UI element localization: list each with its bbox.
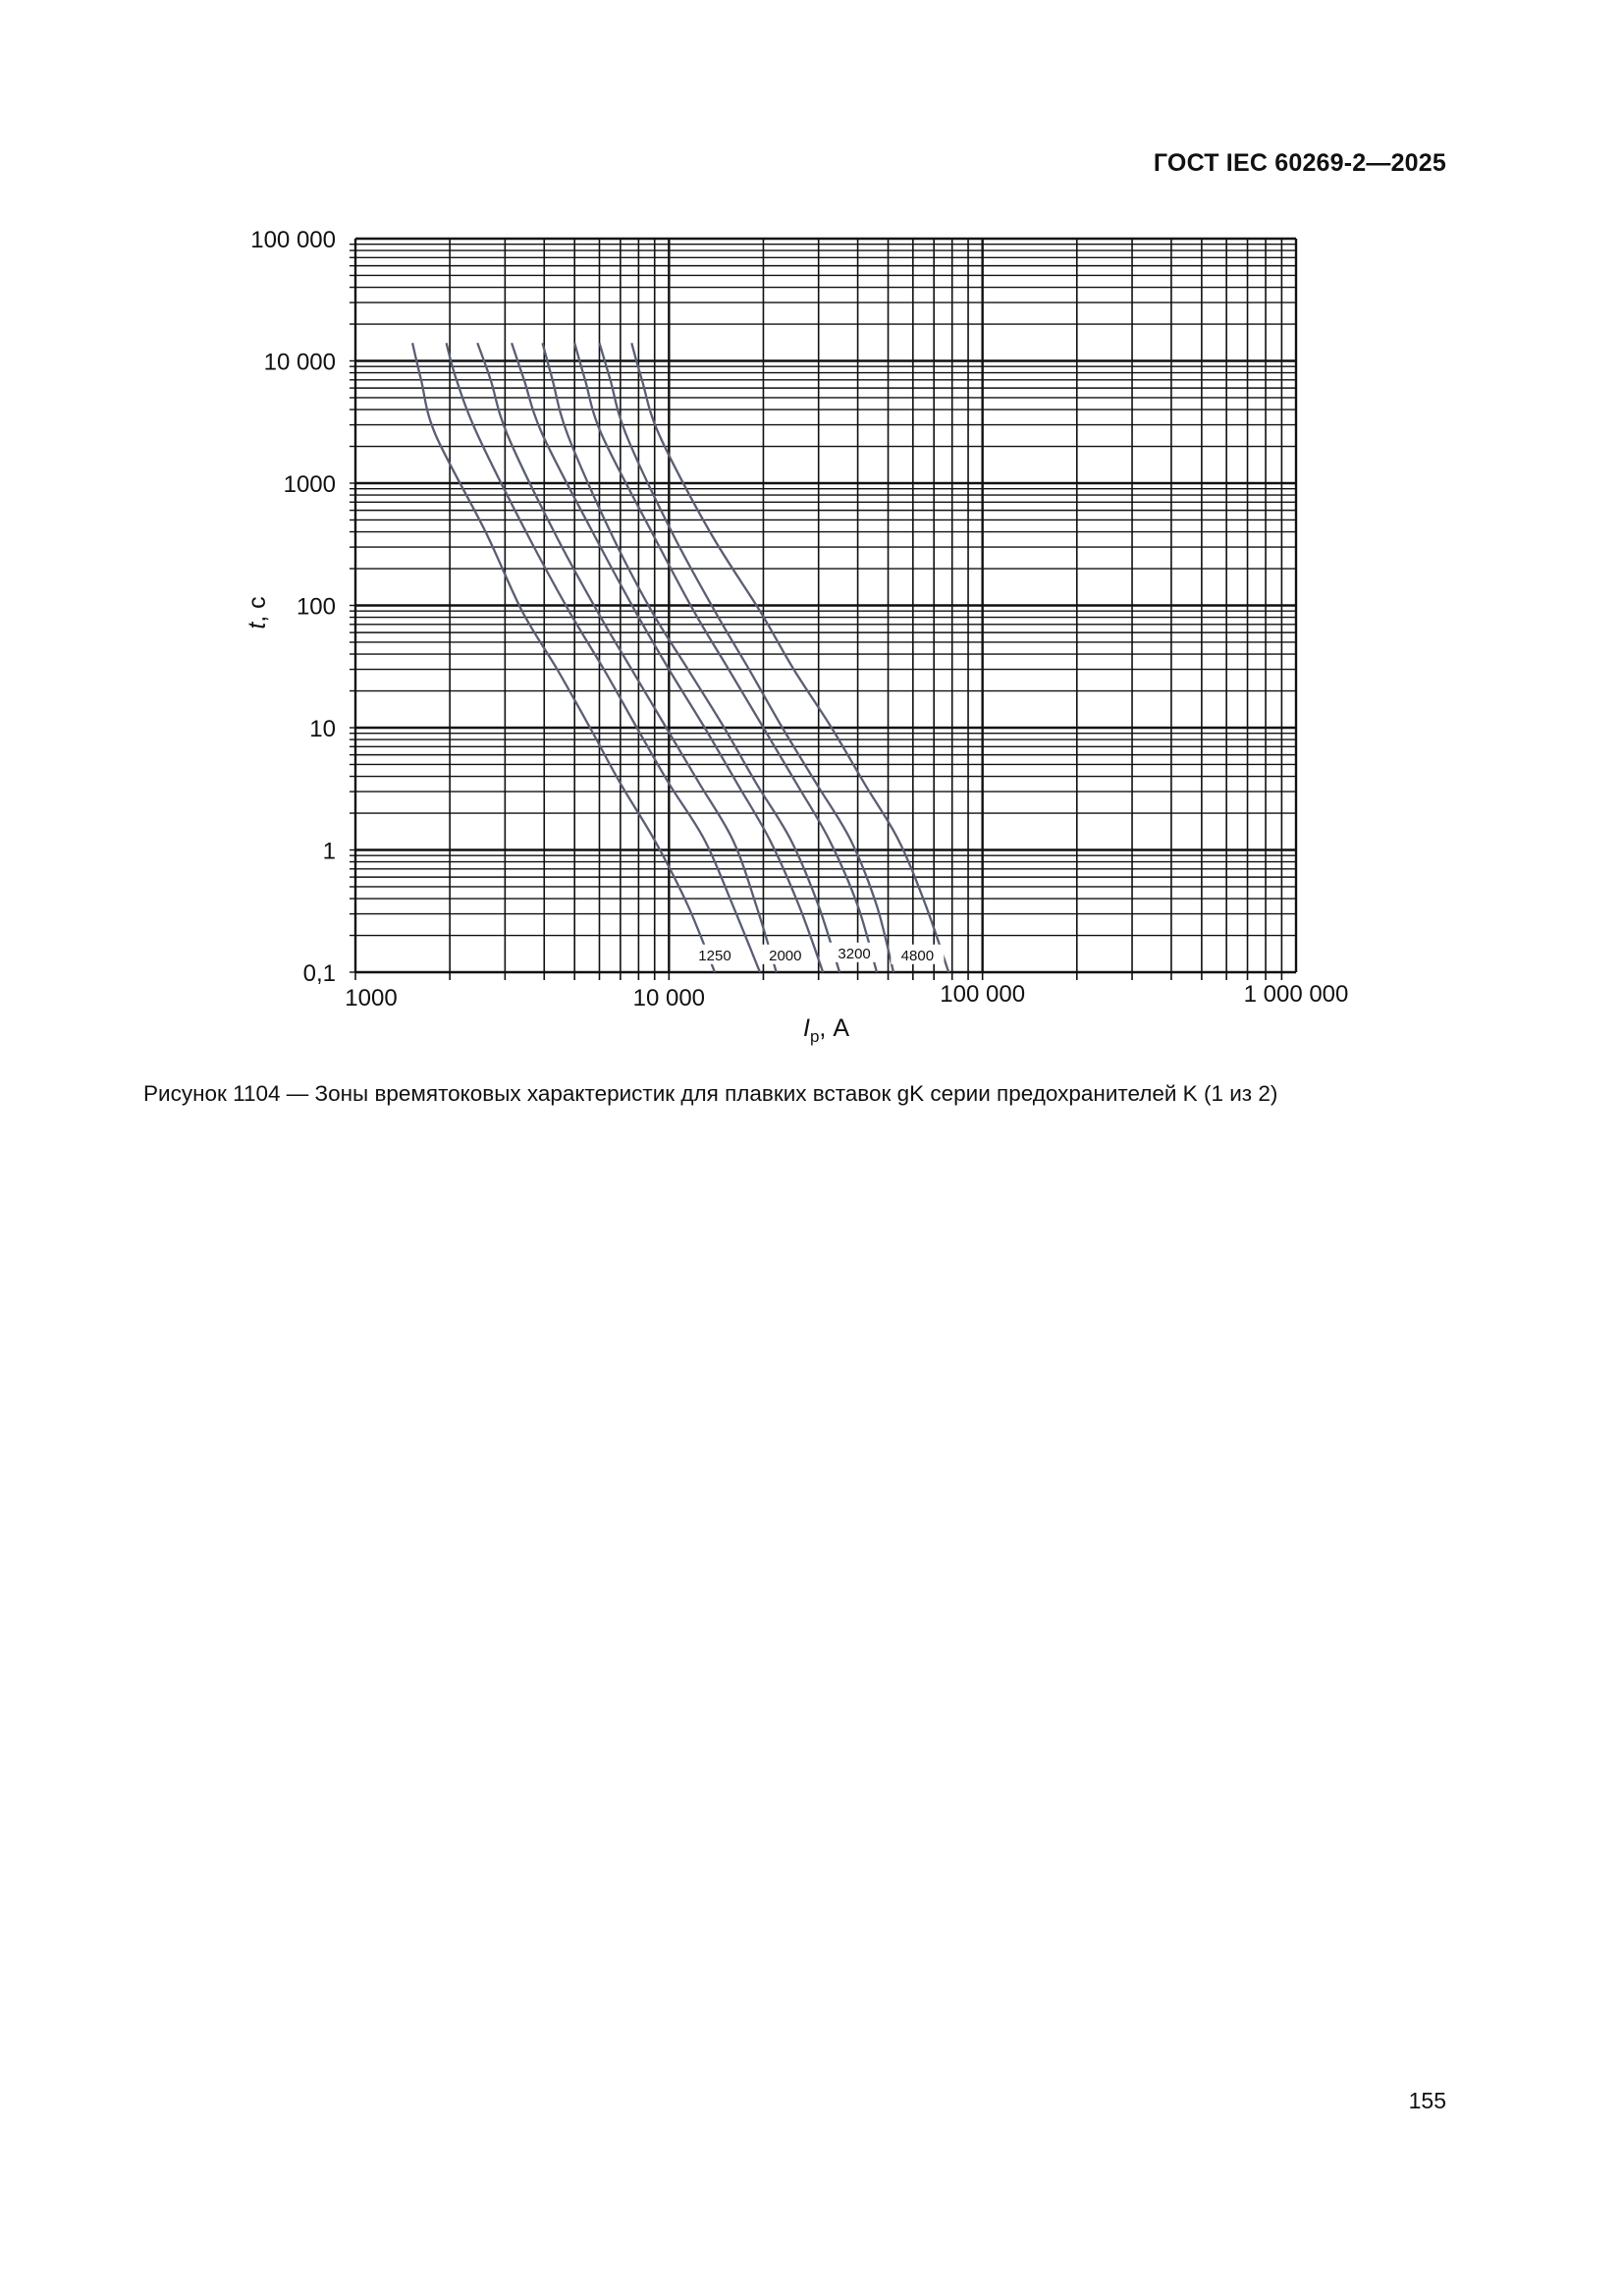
rating-label-1250: 1250 xyxy=(698,947,731,964)
x-tick-labels xyxy=(345,981,1348,1011)
y-tick-label: 1000 xyxy=(283,471,336,498)
y-tick-label: 10 xyxy=(309,716,336,742)
curve-4800-max xyxy=(631,343,948,972)
y-tick-label: 100 000 xyxy=(250,227,336,253)
curve-2000-max xyxy=(512,343,823,972)
x-tick-label: 1000 xyxy=(345,985,398,1011)
y-tick-label: 0,1 xyxy=(302,960,336,987)
rating-label-3200: 3200 xyxy=(838,945,871,962)
y-axis-symbol: t xyxy=(243,622,271,629)
x-tick-label: 100 000 xyxy=(940,981,1026,1008)
y-tick-label: 1 xyxy=(322,838,336,865)
x-axis-subscript: p xyxy=(809,1027,820,1046)
x-tick-label: 10 000 xyxy=(632,985,706,1011)
curve-3200-min xyxy=(543,343,840,972)
y-axis-label xyxy=(243,596,271,629)
x-axis-label xyxy=(803,1014,849,1046)
document-header: ГОСТ IEC 60269-2—2025 xyxy=(1153,149,1446,177)
x-axis-unit: , А xyxy=(819,1014,849,1042)
x-axis-symbol: I xyxy=(803,1014,810,1042)
rating-label-4800: 4800 xyxy=(900,947,935,964)
x-tick-label: 1 000 000 xyxy=(1243,981,1349,1008)
y-tick-label: 10 000 xyxy=(263,349,336,376)
page-number: 155 xyxy=(1408,2088,1446,2113)
rating-label-2000: 2000 xyxy=(769,947,802,964)
y-tick-label: 100 xyxy=(296,593,336,621)
y-axis-unit: , с xyxy=(243,596,271,623)
chart-curves xyxy=(412,343,948,972)
chart-grid xyxy=(350,239,1296,980)
figure-caption: Рисунок 1104 — Зоны времятоковых характеристик для плавких вставок gK серии предохранителей K (1 из 2) xyxy=(143,1081,1278,1106)
